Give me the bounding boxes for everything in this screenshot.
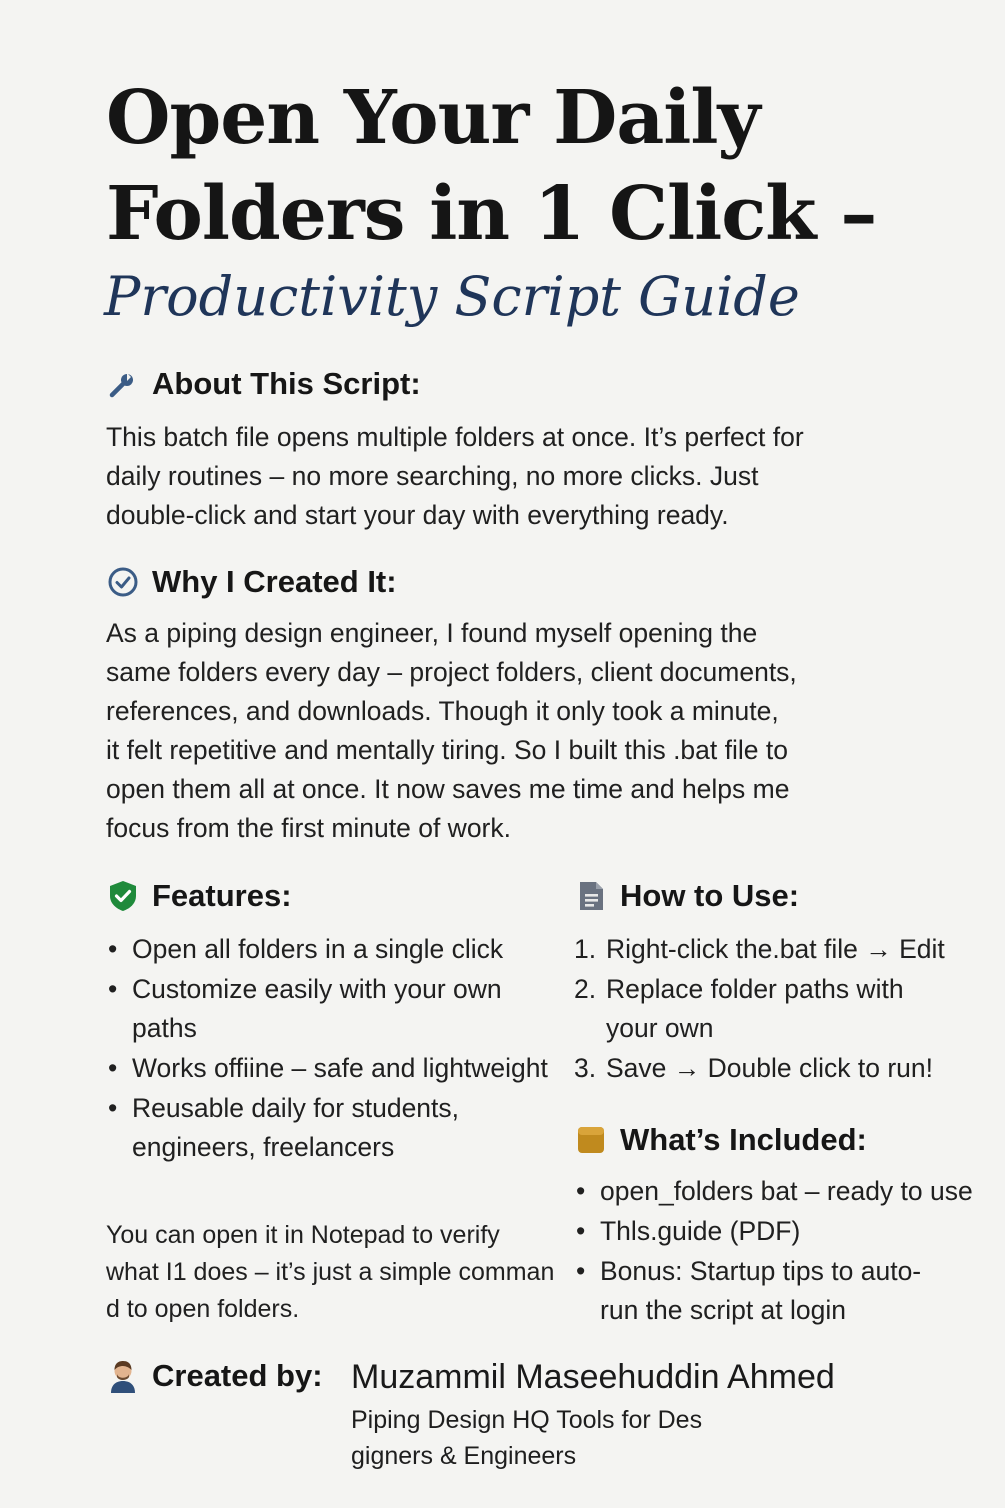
about-heading: [106, 366, 421, 402]
list-item: • open_folders bat – ready to use: [574, 1172, 984, 1211]
step-text: Save → Double click to run!: [606, 1053, 933, 1083]
list-item: • Customize easily with your own paths: [106, 970, 556, 1048]
step-text: Right-click the.bat file → Edit: [606, 934, 945, 964]
note-line: You can open it in Notepad to verify: [106, 1221, 500, 1249]
included-heading: [574, 1122, 867, 1158]
org-line: gigners & Engineers: [351, 1442, 577, 1470]
document-icon: [574, 879, 608, 913]
credit-label: Created by:: [152, 1358, 323, 1393]
why-line: references, and downloads. Though it only took a minute,: [106, 696, 779, 726]
why-text: [106, 614, 797, 848]
org-line: Piping Design HQ Tools for Des: [351, 1406, 703, 1434]
page-subtitle: Productivity Script Guide: [104, 265, 800, 328]
step-number: 1.: [574, 934, 597, 964]
how-to-use-heading: [574, 878, 799, 914]
note-line: d to open folders.: [106, 1295, 300, 1323]
list-item: • Works offiine – safe and lightweight: [106, 1049, 556, 1088]
about-text: [106, 418, 804, 535]
step-item: [574, 1049, 984, 1088]
step-number: 2.: [574, 974, 597, 1004]
why-heading-text: Why I Created It:: [152, 564, 397, 599]
step-item: [574, 930, 984, 969]
wrench-icon: [106, 367, 140, 401]
package-icon: [574, 1123, 608, 1157]
check-circle-icon: [106, 565, 140, 599]
features-heading-text: Features:: [152, 878, 292, 913]
included-heading-text: What’s Included:: [620, 1122, 867, 1157]
list-item: • Open all folders in a single click: [106, 930, 556, 969]
about-heading-text: About This Script:: [152, 366, 421, 401]
why-heading: [106, 564, 397, 600]
list-item: • Thls.guide (PDF): [574, 1212, 984, 1251]
title-line-1: Open Your Daily: [106, 75, 760, 161]
credit-heading: [106, 1358, 323, 1394]
avatar-icon: [106, 1359, 140, 1393]
list-item: • Bonus: Startup tips to auto-run the script at login: [574, 1252, 940, 1330]
about-line: daily routines – no more searching, no more clicks. Just: [106, 461, 759, 491]
about-line: double-click and start your day with everything ready.: [106, 500, 729, 530]
step-item: [574, 970, 916, 1048]
page-title: [106, 70, 986, 262]
title-line-2: Folders in 1 Click –: [106, 171, 877, 257]
why-line: open them all at once. It now saves me time and helps me: [106, 774, 790, 804]
how-to-use-steps: [574, 930, 984, 1089]
list-item: • Reusable daily for students, engineers, freelancers: [106, 1089, 556, 1167]
author-name: Muzammil Maseehuddin Ahmed: [351, 1358, 835, 1396]
features-heading: [106, 878, 292, 914]
why-line: same folders every day – project folders, client documents,: [106, 657, 797, 687]
step-text: Replace folder paths with your own: [606, 974, 904, 1043]
step-number: 3.: [574, 1053, 597, 1083]
included-list: [574, 1172, 984, 1331]
note-line: what I1 does – it’s just a simple comman: [106, 1258, 555, 1286]
features-note: [106, 1217, 554, 1328]
shield-check-icon: [106, 879, 140, 913]
features-list: [106, 930, 556, 1168]
how-to-use-heading-text: How to Use:: [620, 878, 800, 913]
why-line: it felt repetitive and mentally tiring. So I built this .bat file to: [106, 735, 788, 765]
why-line: focus from the first minute of work.: [106, 813, 511, 843]
why-line: As a piping design engineer, I found myself opening the: [106, 618, 758, 648]
author-organization: [351, 1402, 702, 1474]
about-line: This batch file opens multiple folders at once. It’s perfect for: [106, 422, 804, 452]
